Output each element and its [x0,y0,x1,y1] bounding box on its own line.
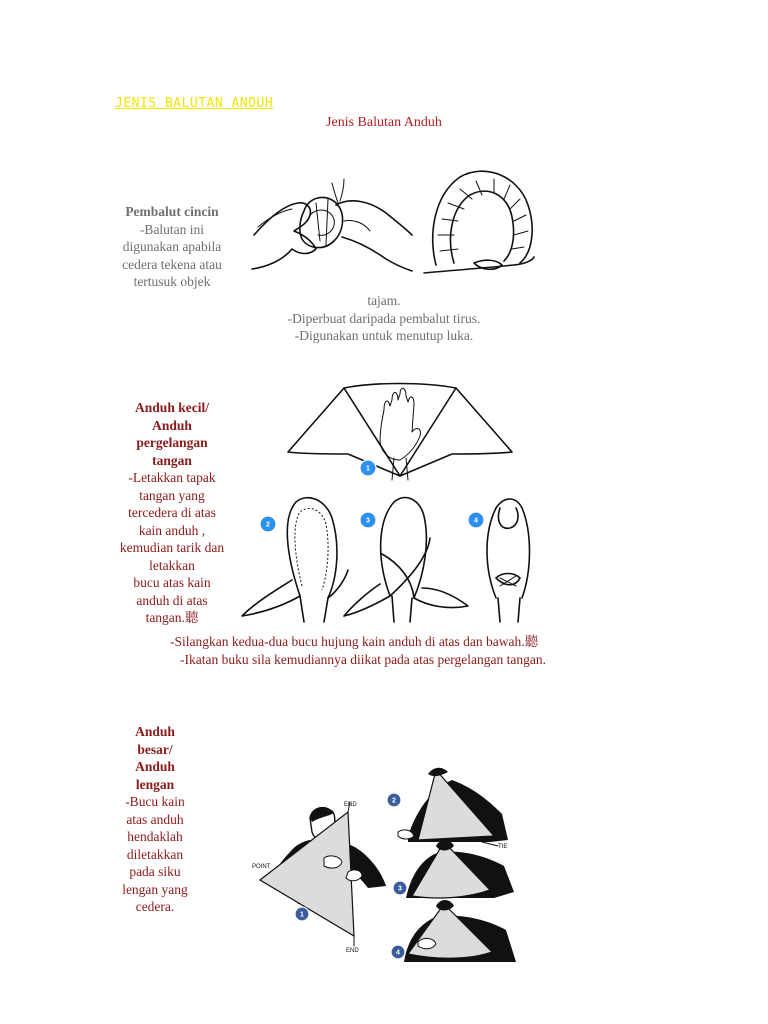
desc-line: bucu atas kain [133,575,211,590]
desc-line: anduh di atas [136,592,208,608]
figure-label-end-top: END [344,802,357,808]
figure-label-end-bottom: END [346,948,359,954]
wrist-sling-step-4-illustration [466,494,550,624]
page-title-underlined: JENIS BALUTAN ANDUH [115,96,274,111]
desc-line: tangan yang [139,487,205,503]
section-title: Anduh [135,759,175,774]
desc-line: -Letakkan tapak [128,470,216,485]
section-pembalut-cincin-continued [200,292,568,345]
desc-line: atas anduh [126,811,184,827]
svg-text:3: 3 [398,885,402,893]
section-title: Anduh [152,417,192,433]
section-pembalut-cincin-caption [110,203,234,291]
page-title: Jenis Balutan Anduh [326,115,442,130]
svg-text:2: 2 [266,521,270,529]
desc-line: kemudian tarik dan [119,540,225,555]
svg-text:1: 1 [366,465,370,473]
section-anduh-besar-caption [110,723,200,916]
figure-label-point: POINT [252,864,271,870]
desc-line: kain anduh , [138,522,206,538]
desc-line: digunakan apabila [122,239,222,254]
desc-line: hendaklah [127,829,183,844]
desc-line: letakkan [149,557,195,573]
ring-bandage-coiled-illustration [414,165,538,283]
svg-text:2: 2 [392,797,396,805]
section-title: besar/ [137,741,173,757]
svg-text:3: 3 [366,517,370,525]
desc-line: -Digunakan untuk menutup luka. [294,328,474,343]
desc-line: cedera. [135,899,175,914]
arm-sling-steps-2-4-illustration [378,766,524,966]
desc-line: pada siku [129,864,181,879]
section-title: tangan [152,452,192,468]
svg-text:4: 4 [474,517,478,525]
desc-line: tajam. [367,293,401,308]
section-title: pergelangan [136,435,208,450]
desc-line: -Bucu kain [125,794,185,809]
section-title: Pembalut cincin [125,204,219,219]
section-title: Anduh kecil/ [135,400,209,415]
desc-line: cedera tekena atau [122,256,222,272]
section-title: lengan [135,776,175,792]
desc-line: -Diperbuat daripada pembalut tirus. [287,310,481,326]
section-anduh-kecil-caption [108,399,236,627]
desc-line: tertusuk objek [133,274,211,289]
svg-text:4: 4 [396,949,400,957]
section-title: Anduh [135,724,175,739]
desc-line: tercedera di atas [128,505,216,520]
svg-text:1: 1 [300,911,304,919]
wrist-sling-step-3-illustration [340,494,472,624]
desc-line: lengan yang [122,881,188,897]
section-anduh-kecil-continued [170,633,606,668]
desc-line: -Silangkan kedua-dua bucu hujung kain anduh di atas dan bawah.聽 [170,634,539,649]
desc-line: -Ikatan buku sila kemudiannya diikat pada atas pergelangan tangan. [180,651,546,667]
figure-label-tie: TIE [498,844,508,850]
wrist-sling-step-2-illustration [236,494,352,624]
desc-line: tangan.聽 [145,610,199,625]
desc-line: -Balutan ini [139,221,205,237]
ring-bandage-hands-illustration [246,175,414,275]
wrist-sling-step-1-illustration [284,380,516,484]
desc-line: diletakkan [126,846,184,862]
